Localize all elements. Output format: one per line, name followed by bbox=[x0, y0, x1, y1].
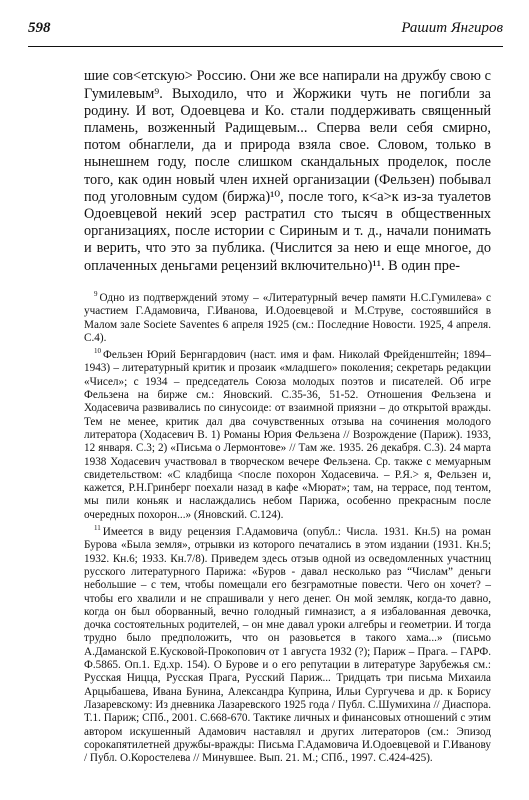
footnote-text: Фельзен Юрий Бернгардович (наст. имя и фам. Николай Фрейденштейн; 1894–1943) – литературный критик и прозаик «младшего» поколения; секретарь редакции «Чисел»; с 1934 – председатель Союза молодых поэтов и писателей. Об игре Фельзена на бирже см.: Яновский. С.35-36, 51-52. Отношения Фельзена и Ходасевича развивались по синусоиде: от взаимной приязни – до открытой вражды. Тем не менее, критик дал два сочувственных отзыва на сочинения молодого литератора (Ходасевич В. 1) Романы Юрия Фельзена // Возрождение (Париж). 1933, 12 января. С.3; 2) «Письма о Лермонтове» // Там же. 1935. 26 декабря. С.3). 24 марта 1938 Ходасевич участвовал в творческом вечере Фельзена. Ср. также с мемуарным свидетельством: «С кладбища <после похорон Ходасевича. – Р.Я.> я, Фельзен и, кажется, Р.Н.Гринберг поехали назад в кафе «Мюрат»; там, на террасе, под тентом, мы пили коньяк и наслаждались небом Парижа, особенно прекрасным после очередных похорон...» (Яновский. С.124). bbox=[84, 349, 491, 521]
footnote-number: 9 bbox=[94, 290, 98, 299]
footnote-10 bbox=[84, 349, 491, 522]
footnote-11 bbox=[84, 526, 491, 765]
footnote-9 bbox=[84, 292, 491, 345]
footnote-text: Имеется в виду рецензия Г.Адамовича (опубл.: Числа. 1931. Кн.5) на роман Бурова «Была земля», отрывки из которого печатались в этом издании (1931. Кн.5; 1932. Кн.6; 1933. Кн.7/8). Приведем здесь отзыв одной из осведомленных участниц русского литературного Парижа: «Буров - давал несколько раз “Числам” деньги небольшие – с тем, чтобы помещали его безграмотные повести. Чего он хочет? – чтобы его хвалили и не спрашивали у него денег. Он мой земляк, когда-то давно, когда он был оборванный, вечно голодный гимназист, а я избалованная девочка, дочка состоятельных родителей, – он мне давал уроки алгебры и геометрии. И тогда трудно было предположить, что он разовьется в такого хама...» (письмо А.Даманской Е.Кусковой-Прокопович от 1 августа 1932 (?); Париж – Прага. – ГАРФ. Ф.5865. Оп.1. Ед.хр. 154). О Бурове и о его репутации в литературе Зарубежья см.: Русская Ницца, Русская Прага, Русский Париж... Тридцать три письма Михаила Арцыбашева, Ивана Бунина, Александра Куприна, Ильи Сургучева и др. к Борису Лазаревскому: Из дневника Лазаревского 1925 года / Публ. С.Шумихина // Диаспора. Т.1. Париж; СПб., 2001. С.668-670. Тактике личных и финансовых отношений с этим автором искушенный Адамович наставлял и других литераторов (см.: Эпизод сорокапятилетней дружбы-вражды: Письма Г.Адамовича И.Одоевцевой и Г.Иванову / Публ. О.Коростелева // Минувшее. Вып. 21. М.; СПб., 1997. С.424-425). bbox=[84, 526, 491, 765]
footnote-number: 11 bbox=[94, 524, 101, 533]
page-number: 598 bbox=[28, 20, 51, 36]
footnote-number: 10 bbox=[94, 347, 101, 356]
running-head: Рашит Янгиров bbox=[401, 20, 503, 36]
main-text: шие сов<етскую> Россию. Они же все напирали на дружбу свою с Гумилевым⁹. Выходило, что и Жоржики чуть не погибли за родину. И вот, Одоевцева и Ко. стали поддерживать священный пламень, возженный Радищевым... Сперва вели себя смирно, потом обнаглели, да и природа взяла свое. Словом, только в нынешнем году, после слишком скандальных проделок, после того, как один новый член ихней организации (Фельзен) побывал под уголовным судом (биржа)¹⁰, после того, к<а>к из-за туалетов Одоевцевой некий эсер растратил сто тысяч в общественных организациях, после истории с Сириным и т. д., начали понимать и верить, что это за публика. (Числится за нею и еще многое, до оплаченных деньгами рецензий включительно)¹¹. В один пре- bbox=[84, 68, 491, 274]
page-header bbox=[28, 20, 503, 47]
footnote-text: Одно из подтверждений этому – «Литературный вечер памяти Н.С.Гумилева» с участием Г.Адамовича, Г.Иванова, И.Одоевцевой и М.Струве, состоявшийся в Малом зале Societe Saventes 6 апреля 1925 (см.: Последние Новости. 1925, 4 апреля. С.4). bbox=[84, 292, 491, 344]
footnotes bbox=[84, 292, 491, 769]
